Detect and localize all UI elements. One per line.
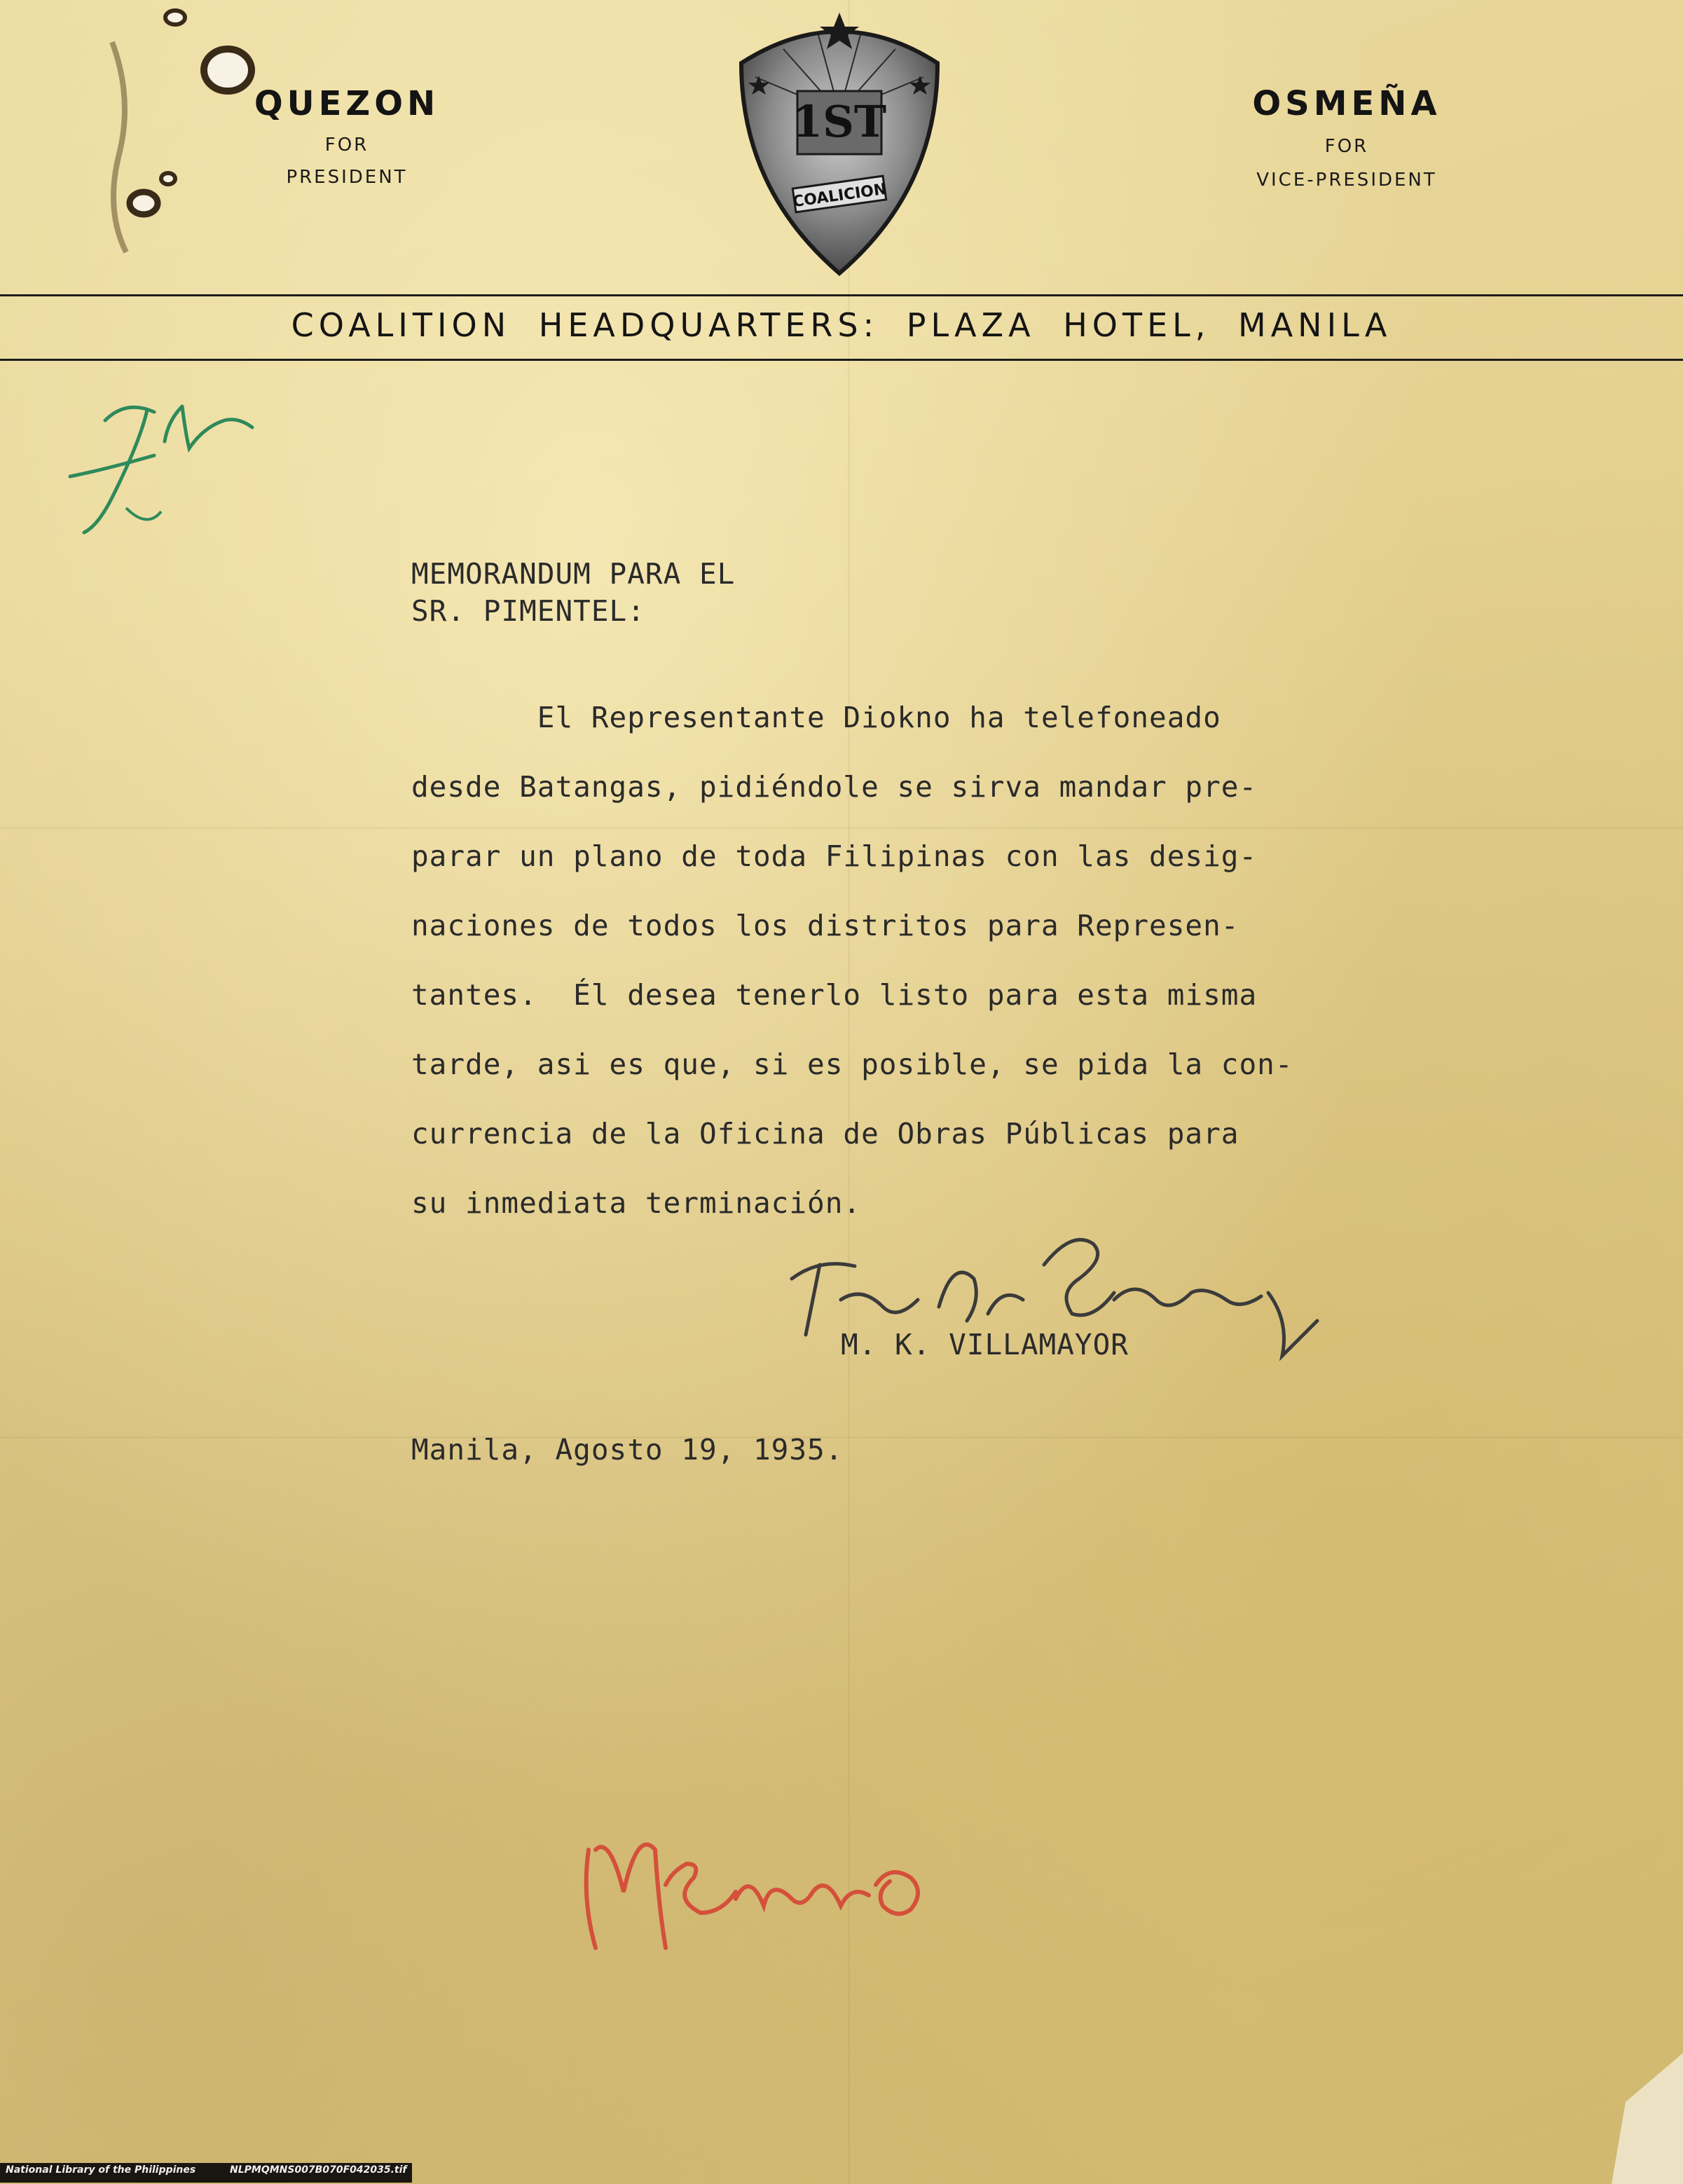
memo-body-line: su inmediata terminación. <box>411 1186 862 1220</box>
memo-annotation-mark <box>561 1808 981 1969</box>
file-annotation-mark <box>42 371 266 540</box>
signer-name: M. K. VILLAMAYOR <box>841 1328 1129 1361</box>
archive-filename: NLPMQMNS007B070F042035.tif <box>229 2164 407 2176</box>
emblem-label: COALICION <box>791 180 888 212</box>
left-candidate-name: QUEZON <box>254 84 440 123</box>
coalition-shield-emblem <box>727 7 952 280</box>
memo-body-line: currencia de la Oficina de Obras Públicas para <box>411 1117 1239 1151</box>
memo-body-line: tantes. Él desea tenerlo listo para esta misma <box>411 978 1258 1012</box>
memo-body-line: parar un plano de toda Filipinas con las desig- <box>411 839 1258 873</box>
right-candidate-for: FOR <box>1324 136 1369 157</box>
left-candidate-office: PRESIDENT <box>286 167 408 188</box>
memo-body-line: desde Batangas, pidiéndole se sirva mandar pre- <box>411 770 1258 804</box>
header-rule-bottom <box>0 359 1683 361</box>
memo-heading-line2: SR. PIMENTEL: <box>411 594 645 628</box>
memo-body-line: tarde, asi es que, si es posible, se pida la con- <box>411 1048 1293 1081</box>
memo-body-line: El Representante Diokno ha telefoneado <box>411 701 1221 734</box>
left-candidate-for: FOR <box>324 135 369 156</box>
archive-footer <box>0 2163 412 2183</box>
memo-place-date: Manila, Agosto 19, 1935. <box>411 1433 844 1467</box>
right-candidate-name: OSMEÑA <box>1252 84 1441 123</box>
memo-heading-line1: MEMORANDUM PARA EL <box>411 557 736 591</box>
svg-text:1ST: 1ST <box>792 96 887 147</box>
archive-source: National Library of the Philippines <box>6 2164 196 2176</box>
right-candidate-office: VICE-PRESIDENT <box>1256 170 1437 191</box>
headquarters-line: COALITION HEADQUARTERS: PLAZA HOTEL, MANILA <box>291 306 1392 344</box>
header-rule-top <box>0 294 1683 296</box>
memo-body-line: naciones de todos los distritos para Represen- <box>411 909 1239 942</box>
